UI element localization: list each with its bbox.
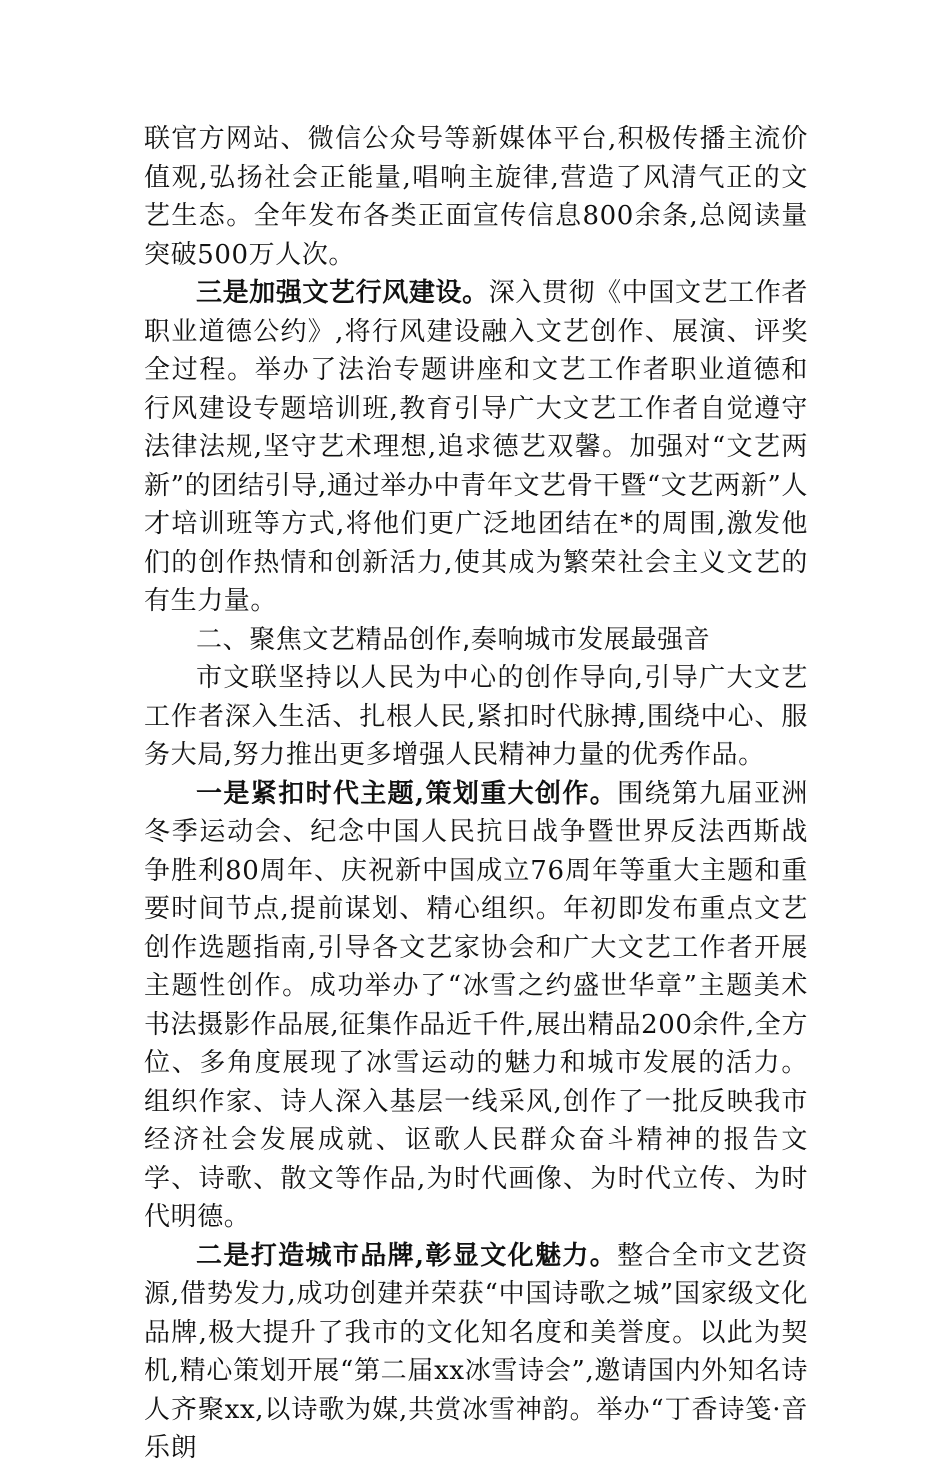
- section-heading: 二、聚焦文艺精品创作,奏响城市发展最强音: [196, 624, 711, 655]
- paragraph-text: 整合全市文艺资源,借势发力,成功创建并荣获“中国诗歌之城”国家级文化品牌,极大提升了我市的文化知名度和美誉度。以此为契机,精心策划开展“第二届xx冰雪诗会”,邀请国内外知名诗人齐聚xx,以诗歌为媒,共赏冰雪神韵。举办“丁香诗笺·音乐朗: [144, 1240, 808, 1463]
- paragraph-media-platforms: [144, 120, 808, 274]
- paragraph-lead-heading: 二是打造城市品牌,彰显文化魅力。: [196, 1240, 618, 1271]
- paragraph-text: 深入贯彻《中国文艺工作者职业道德公约》,将行风建设融入文艺创作、展演、评奖全过程。举办了法治专题讲座和文艺工作者职业道德和行风建设专题培训班,教育引导广大文艺工作者自觉遵守法律法规,坚守艺术理想,追求德艺双馨。加强对“文艺两新”的团结引导,通过举办中青年文艺骨干暨“文艺两新”人才培训班等方式,将他们更广泛地团结在*的周围,激发他们的创作热情和创新活力,使其成为繁荣社会主义文艺的有生力量。: [144, 278, 808, 616]
- paragraph-section-intro: [144, 659, 808, 775]
- paragraph-city-brand: [144, 1237, 808, 1468]
- paragraph-conduct-building: [144, 274, 808, 621]
- paragraph-text: 联官方网站、微信公众号等新媒体平台,积极传播主流价值观,弘扬社会正能量,唱响主旋律,营造了风清气正的文艺生态。全年发布各类正面宣传信息800余条,总阅读量突破500万人次。: [144, 124, 808, 270]
- paragraph-lead-heading: 三是加强文艺行风建设。: [196, 278, 489, 308]
- paragraph-text: 市文联坚持以人民为中心的创作导向,引导广大文艺工作者深入生活、扎根人民,紧扣时代脉搏,围绕中心、服务大局,努力推出更多增强人民精神力量的优秀作品。: [144, 663, 808, 770]
- paragraph-lead-heading: 一是紧扣时代主题,策划重大创作。: [196, 778, 618, 809]
- document-body: [144, 120, 808, 1468]
- paragraph-major-creation: [144, 775, 808, 1237]
- paragraph-text: 围绕第九届亚洲冬季运动会、纪念中国人民抗日战争暨世界反法西斯战争胜利80周年、庆祝新中国成立76周年等重大主题和重要时间节点,提前谋划、精心组织。年初即发布重点文艺创作选题指南,引导各文艺家协会和广大文艺工作者开展主题性创作。成功举办了“冰雪之约盛世华章”主题美术书法摄影作品展,征集作品近千件,展出精品200余件,全方位、多角度展现了冰雪运动的魅力和城市发展的活力。组织作家、诗人深入基层一线采风,创作了一批反映我市经济社会发展成就、讴歌人民群众奋斗精神的报告文学、诗歌、散文等作品,为时代画像、为时代立传、为时代明德。: [144, 778, 808, 1232]
